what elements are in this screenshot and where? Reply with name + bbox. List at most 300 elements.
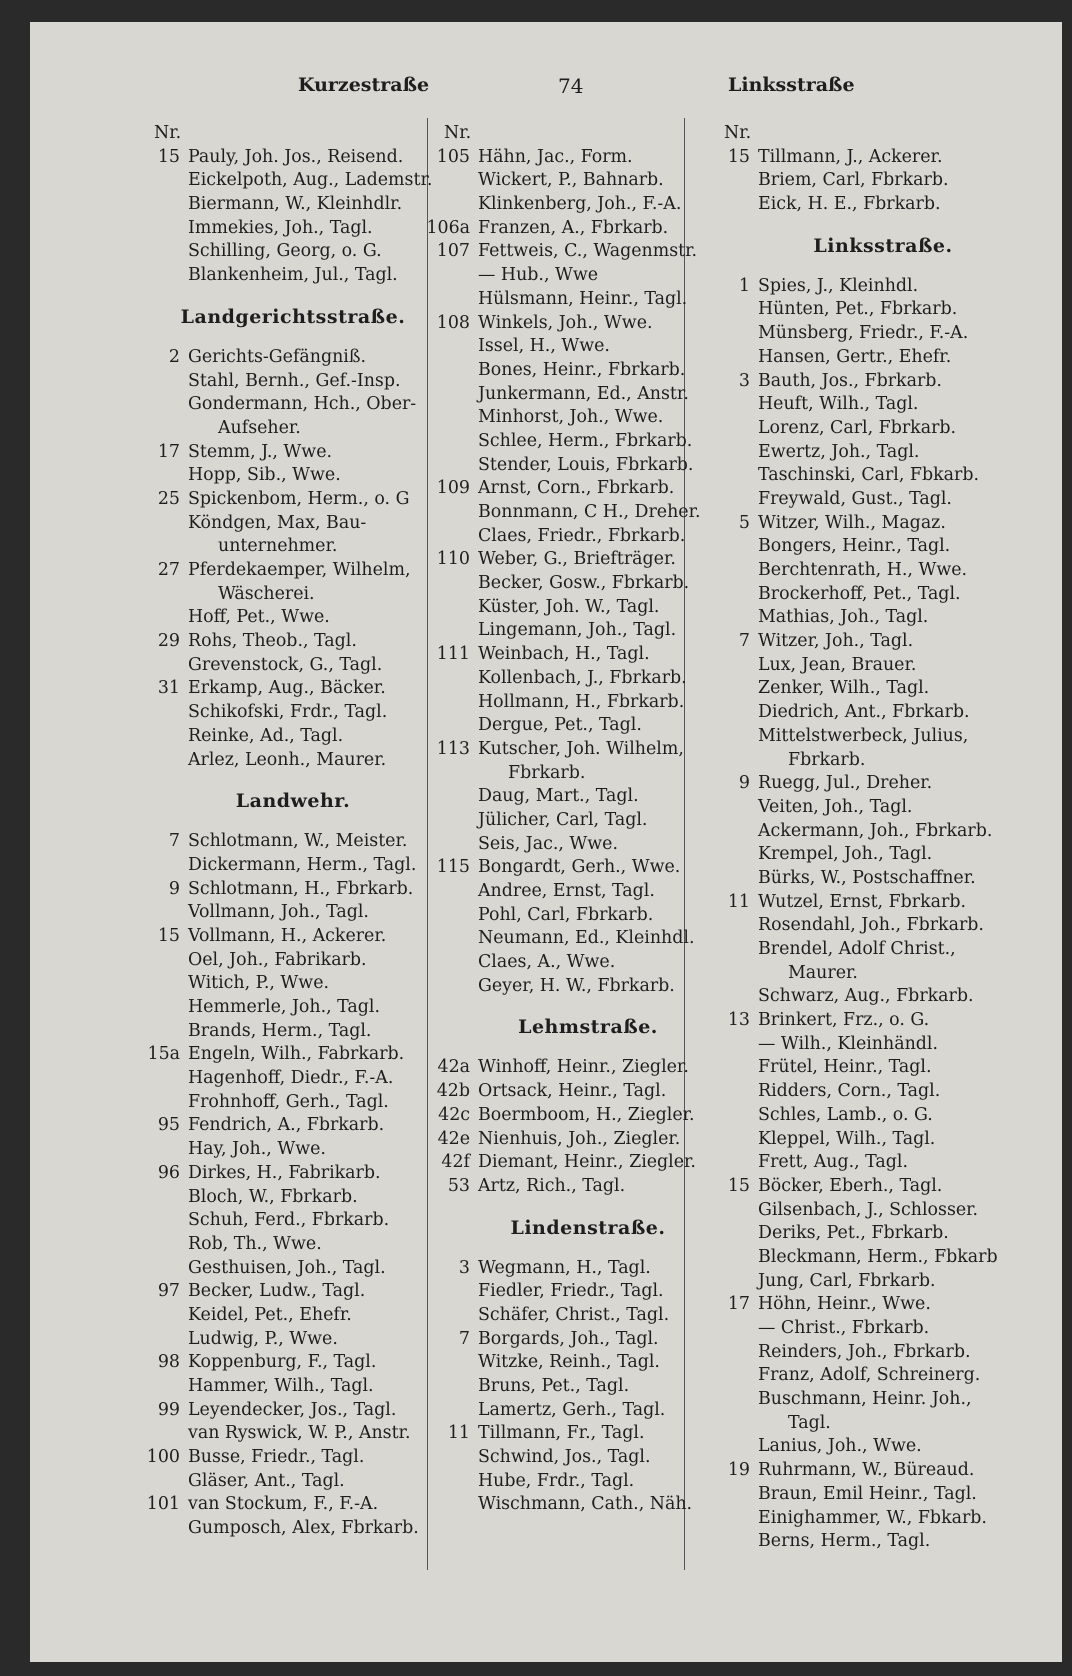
directory-entry xyxy=(688,1199,1048,1223)
directory-entry xyxy=(688,1033,1048,1057)
entry-text: Schlotmann, H., Fbrkarb. xyxy=(188,878,414,899)
entry-text: Hünten, Pet., Fbrkarb. xyxy=(758,299,958,320)
directory-entry xyxy=(118,512,438,536)
entry-text: Frütel, Heinr., Tagl. xyxy=(758,1057,932,1078)
page-number: 74 xyxy=(558,74,584,98)
directory-entry xyxy=(118,193,438,217)
entry-text: Gesthuisen, Joh., Tagl. xyxy=(188,1257,386,1278)
directory-entry xyxy=(688,583,1048,607)
entry-text: Brockerhoff, Pet., Tagl. xyxy=(758,583,961,604)
directory-entry xyxy=(118,701,438,725)
directory-entry xyxy=(118,1446,438,1470)
entry-text: Grevenstock, G., Tagl. xyxy=(188,654,383,675)
house-number: 115 xyxy=(436,857,470,878)
entry-text: Schwarz, Aug., Fbrkarb. xyxy=(758,986,974,1007)
directory-entry xyxy=(688,820,1048,844)
directory-entry xyxy=(118,1186,438,1210)
directory-entry xyxy=(118,606,438,630)
directory-entry xyxy=(118,725,438,749)
entry-text: Geyer, H. W., Fbrkarb. xyxy=(478,975,675,996)
entry-text: unternehmer. xyxy=(218,536,338,557)
entry-text: Frohnhoff, Gerh., Tagl. xyxy=(188,1091,389,1112)
entry-text: Hoff, Pet., Wwe. xyxy=(188,607,330,628)
house-number: 17 xyxy=(157,441,180,462)
entry-text: Wutzel, Ernst, Fbrkarb. xyxy=(758,891,966,912)
directory-entry xyxy=(688,1412,1048,1436)
entry-text: Stender, Louis, Fbrkarb. xyxy=(478,454,694,475)
entry-text: Vollmann, H., Ackerer. xyxy=(188,925,387,946)
entry-text: Bruns, Pet., Tagl. xyxy=(478,1376,630,1396)
directory-entry xyxy=(118,488,438,512)
nr-label: Nr. xyxy=(724,123,752,143)
directory-entry xyxy=(688,1435,1048,1459)
page-header xyxy=(30,74,1062,106)
directory-entry xyxy=(688,1459,1048,1483)
entry-text: Weber, G., Briefträger. xyxy=(478,549,676,570)
entry-text: Wischmann, Cath., Näh. xyxy=(478,1494,693,1515)
directory-entry xyxy=(118,240,438,264)
entry-text: Oel, Joh., Fabrikarb. xyxy=(188,949,367,970)
entry-text: Engeln, Wilh., Fabrkarb. xyxy=(188,1044,405,1065)
house-number: 42c xyxy=(438,1104,470,1125)
entry-text: Hammer, Wilh., Tagl. xyxy=(188,1376,374,1396)
directory-entry xyxy=(118,654,438,678)
house-number: 42a xyxy=(437,1057,470,1078)
entry-text: Gumposch, Alex, Fbrkarb. xyxy=(188,1518,419,1539)
entry-text: Busse, Friedr., Tagl. xyxy=(188,1447,365,1468)
directory-entry xyxy=(118,264,438,288)
entry-text: Pohl, Carl, Fbrkarb. xyxy=(478,904,654,925)
entry-text: Arnst, Corn., Fbrkarb. xyxy=(478,478,675,499)
directory-entry xyxy=(688,1341,1048,1365)
house-number: 109 xyxy=(436,478,470,499)
directory-entry xyxy=(118,1304,438,1328)
entry-text: Deriks, Pet., Fbrkarb. xyxy=(758,1223,949,1244)
running-head-left: Kurzestraße xyxy=(298,74,430,96)
directory-entry xyxy=(688,488,1048,512)
entry-text: Heuft, Wilh., Tagl. xyxy=(758,394,919,415)
house-number: 53 xyxy=(447,1175,470,1196)
directory-entry xyxy=(688,914,1048,938)
street-heading: Lindenstraße. xyxy=(510,1216,666,1239)
entry-text: Diemant, Heinr., Ziegler. xyxy=(478,1152,696,1173)
directory-entry xyxy=(688,370,1048,394)
house-number: 11 xyxy=(447,1423,470,1444)
house-number: 42b xyxy=(436,1081,470,1102)
directory-entry xyxy=(688,193,1048,217)
entry-text: Fettweis, C., Wagenmstr. xyxy=(478,241,698,262)
entry-text: Lux, Jean, Brauer. xyxy=(758,654,917,675)
column-3 xyxy=(688,122,1048,1554)
directory-entry xyxy=(118,1351,438,1375)
house-number: 31 xyxy=(157,678,180,699)
entry-text: Hay, Joh., Wwe. xyxy=(188,1139,326,1160)
directory-entry xyxy=(118,854,438,878)
directory-entry xyxy=(688,962,1048,986)
entry-text: Witzke, Reinh., Tagl. xyxy=(478,1352,660,1373)
entry-text: Becker, Ludw., Tagl. xyxy=(188,1281,366,1302)
directory-entry xyxy=(118,217,438,241)
directory-entry xyxy=(688,512,1048,536)
entry-text: Berchtenrath, H., Wwe. xyxy=(758,560,968,580)
entry-text: Ewertz, Joh., Tagl. xyxy=(758,441,920,462)
entry-text: Ackermann, Joh., Fbrkarb. xyxy=(758,820,993,841)
entry-text: Hube, Frdr., Tagl. xyxy=(478,1470,635,1491)
directory-entry xyxy=(118,1493,438,1517)
entry-text: Claes, A., Wwe. xyxy=(478,952,616,973)
entry-text: Minhorst, Joh., Wwe. xyxy=(478,407,664,428)
house-number: 101 xyxy=(146,1494,180,1515)
directory-entry xyxy=(688,606,1048,630)
entry-text: Borgards, Joh., Tagl. xyxy=(478,1328,659,1349)
house-number: 113 xyxy=(436,738,470,759)
directory-entry xyxy=(118,677,438,701)
entry-text: Buschmann, Heinr. Joh., xyxy=(758,1389,972,1410)
house-number: 95 xyxy=(157,1115,180,1136)
house-number: 15a xyxy=(147,1044,180,1065)
directory-entry xyxy=(118,1422,438,1446)
entry-text: Bonnmann, C H., Dreher. xyxy=(478,502,701,522)
house-number: 98 xyxy=(157,1352,180,1373)
entry-text: Spickenbom, Herm., o. G xyxy=(188,488,410,509)
entry-text: Koppenburg, F., Tagl. xyxy=(188,1352,377,1373)
directory-entry xyxy=(688,1175,1048,1199)
house-number: 100 xyxy=(146,1447,180,1468)
directory-entry xyxy=(118,1233,438,1257)
entry-text: Diedrich, Ant., Fbrkarb. xyxy=(758,702,970,723)
number-column-header xyxy=(118,122,438,146)
entry-text: Reinders, Joh., Fbrkarb. xyxy=(758,1341,971,1362)
directory-entry xyxy=(688,1388,1048,1412)
entry-text: Maurer. xyxy=(788,962,858,983)
house-number: 17 xyxy=(727,1294,750,1315)
directory-entry xyxy=(118,1162,438,1186)
entry-text: Mittelstwerbeck, Julius, xyxy=(758,725,969,746)
house-number: 42f xyxy=(441,1152,470,1173)
house-number: 15 xyxy=(157,925,180,946)
entry-text: Schilling, Georg, o. G. xyxy=(188,241,382,262)
entry-text: Kleppel, Wilh., Tagl. xyxy=(758,1128,936,1149)
entry-text: Nienhuis, Joh., Ziegler. xyxy=(478,1128,681,1149)
number-column-header xyxy=(688,122,1048,146)
entry-text: Taschinski, Carl, Fbkarb. xyxy=(758,465,980,486)
entry-text: Dickermann, Herm., Tagl. xyxy=(188,854,417,875)
directory-entry xyxy=(688,654,1048,678)
house-number: 111 xyxy=(436,644,470,665)
entry-text: Gerichts-Gefängniß. xyxy=(188,346,367,367)
house-number: 107 xyxy=(436,241,470,262)
directory-entry xyxy=(688,1128,1048,1152)
entry-text: Frett, Aug., Tagl. xyxy=(758,1152,909,1173)
entry-text: Schles, Lamb., o. G. xyxy=(758,1104,933,1125)
entry-text: Tillmann, Fr., Tagl. xyxy=(478,1423,645,1444)
entry-text: Kutscher, Joh. Wilhelm, xyxy=(478,738,684,759)
entry-text: Rohs, Theob., Tagl. xyxy=(188,631,357,652)
directory-entry xyxy=(118,464,438,488)
entry-text: Hähn, Jac., Form. xyxy=(478,146,633,167)
house-number: 15 xyxy=(727,146,750,167)
entry-text: Briem, Carl, Fbrkarb. xyxy=(758,170,949,191)
house-number: 27 xyxy=(157,560,180,580)
entry-text: Jülicher, Carl, Tagl. xyxy=(478,809,648,830)
directory-entry xyxy=(688,1293,1048,1317)
entry-text: Ruegg, Jul., Dreher. xyxy=(758,773,933,794)
entry-text: Lingemann, Joh., Tagl. xyxy=(478,620,677,641)
entry-text: Winkels, Joh., Wwe. xyxy=(478,312,653,333)
house-number: 5 xyxy=(738,512,750,533)
directory-entry xyxy=(118,949,438,973)
entry-text: — Wilh., Kleinhändl. xyxy=(758,1033,938,1054)
directory-entry xyxy=(688,346,1048,370)
directory-entry xyxy=(688,725,1048,749)
entry-text: Witzer, Wilh., Magaz. xyxy=(758,512,946,533)
directory-entry xyxy=(118,393,438,417)
directory-entry xyxy=(688,146,1048,170)
house-number: 11 xyxy=(727,891,750,912)
directory-entry xyxy=(118,630,438,654)
house-number: 96 xyxy=(157,1162,180,1183)
entry-text: Hopp, Sib., Wwe. xyxy=(188,465,341,486)
entry-text: Witich, P., Wwe. xyxy=(188,973,330,994)
house-number: 7 xyxy=(738,631,750,652)
entry-text: Böcker, Eberh., Tagl. xyxy=(758,1175,943,1196)
house-number: 97 xyxy=(157,1281,180,1302)
directory-entry xyxy=(118,925,438,949)
entry-text: Witzer, Joh., Tagl. xyxy=(758,631,914,652)
entry-text: Rosendahl, Joh., Fbrkarb. xyxy=(758,915,984,936)
entry-text: Lanius, Joh., Wwe. xyxy=(758,1436,922,1457)
directory-entry xyxy=(688,1222,1048,1246)
entry-text: Winhoff, Heinr., Ziegler. xyxy=(478,1057,689,1078)
entry-text: Bürks, W., Postschaffner. xyxy=(758,867,976,888)
entry-text: Schuh, Ferd., Fbrkarb. xyxy=(188,1210,390,1231)
entry-text: Fbrkarb. xyxy=(788,749,866,770)
directory-entry xyxy=(688,417,1048,441)
directory-entry xyxy=(688,1530,1048,1554)
nr-label: Nr. xyxy=(154,123,182,143)
entry-text: Stemm, J., Wwe. xyxy=(188,441,333,462)
directory-entry xyxy=(688,749,1048,773)
entry-text: Brinkert, Frz., o. G. xyxy=(758,1010,930,1031)
entry-text: Bongers, Heinr., Tagl. xyxy=(758,536,951,557)
entry-text: Spies, J., Kleinhdl. xyxy=(758,275,919,296)
entry-text: Leyendecker, Jos., Tagl. xyxy=(188,1399,397,1420)
entry-text: Blankenheim, Jul., Tagl. xyxy=(188,265,398,286)
directory-entry xyxy=(688,772,1048,796)
street-heading: Lehmstraße. xyxy=(518,1016,658,1039)
entry-text: Ruhrmann, W., Büreaud. xyxy=(758,1460,975,1481)
directory-entry xyxy=(118,1209,438,1233)
directory-entry xyxy=(118,878,438,902)
entry-text: Hansen, Gertr., Ehefr. xyxy=(758,346,952,367)
street-heading: Linksstraße. xyxy=(813,234,953,257)
entry-text: Freywald, Gust., Tagl. xyxy=(758,488,952,509)
directory-entry xyxy=(688,1080,1048,1104)
directory-entry xyxy=(118,370,438,394)
entry-text: Brendel, Adolf Christ., xyxy=(758,939,956,959)
entry-text: Dirkes, H., Fabrikarb. xyxy=(188,1162,381,1183)
entry-text: Bongardt, Gerh., Wwe. xyxy=(478,857,681,878)
entry-text: Schikofski, Frdr., Tagl. xyxy=(188,702,388,723)
entry-text: Bauth, Jos., Fbrkarb. xyxy=(758,370,942,391)
directory-entry xyxy=(118,1043,438,1067)
entry-text: Jung, Carl, Fbrkarb. xyxy=(758,1270,936,1291)
entry-text: Rob, Th., Wwe. xyxy=(188,1233,322,1254)
entry-text: Neumann, Ed., Kleinhdl. xyxy=(478,928,695,949)
entry-text: Bloch, W., Fbrkarb. xyxy=(188,1186,358,1207)
entry-text: Wäscherei. xyxy=(218,583,315,604)
directory-entry xyxy=(688,275,1048,299)
house-number: 106a xyxy=(426,217,470,238)
directory-entry xyxy=(118,1257,438,1281)
entry-text: — Christ., Fbrkarb. xyxy=(758,1318,930,1338)
house-number: 9 xyxy=(168,878,180,899)
directory-entry xyxy=(688,1009,1048,1033)
entry-text: Artz, Rich., Tagl. xyxy=(478,1175,626,1196)
entry-text: van Stockum, F., F.-A. xyxy=(188,1494,379,1515)
house-number: 13 xyxy=(727,1010,750,1031)
house-number: 7 xyxy=(458,1328,470,1349)
directory-entry xyxy=(118,1091,438,1115)
directory-entry xyxy=(688,1104,1048,1128)
directory-entry xyxy=(688,1317,1048,1341)
directory-entry xyxy=(118,535,438,559)
house-number: 15 xyxy=(157,146,180,167)
directory-entry xyxy=(118,1114,438,1138)
directory-entry xyxy=(118,1517,438,1541)
entry-text: Erkamp, Aug., Bäcker. xyxy=(188,678,386,699)
entry-text: Tillmann, J., Ackerer. xyxy=(758,146,943,167)
entry-text: Immekies, Joh., Tagl. xyxy=(188,217,373,238)
entry-text: Weinbach, H., Tagl. xyxy=(478,644,650,665)
directory-entry xyxy=(688,1151,1048,1175)
entry-text: Gilsenbach, J., Schlosser. xyxy=(758,1199,979,1220)
house-number: 110 xyxy=(436,549,470,570)
house-number: 42e xyxy=(437,1128,470,1149)
entry-text: Boermboom, H., Ziegler. xyxy=(478,1104,695,1125)
directory-entry xyxy=(118,146,438,170)
entry-text: Lorenz, Carl, Fbrkarb. xyxy=(758,417,957,438)
entry-text: Ridders, Corn., Tagl. xyxy=(758,1081,941,1102)
entry-text: Pauly, Joh. Jos., Reisend. xyxy=(188,146,404,167)
entry-text: Veiten, Joh., Tagl. xyxy=(758,796,913,817)
directory-entry xyxy=(688,1364,1048,1388)
directory-entry xyxy=(688,1246,1048,1270)
entry-text: Hülsmann, Heinr., Tagl. xyxy=(478,288,688,309)
column-1 xyxy=(118,122,438,1541)
house-number: 3 xyxy=(738,370,750,391)
entry-text: Brands, Herm., Tagl. xyxy=(188,1020,372,1041)
entry-text: Stahl, Bernh., Gef.-Insp. xyxy=(188,370,401,391)
directory-entry xyxy=(688,867,1048,891)
street-heading: Landwehr. xyxy=(235,790,351,813)
house-number: 105 xyxy=(436,146,470,167)
entry-text: Wickert, P., Bahnarb. xyxy=(478,170,664,191)
entry-text: Lamertz, Gerh., Tagl. xyxy=(478,1399,666,1420)
entry-text: Ludwig, P., Wwe. xyxy=(188,1328,338,1349)
house-number: 99 xyxy=(157,1399,180,1420)
entry-text: — Hub., Wwe xyxy=(478,265,599,286)
directory-entry xyxy=(688,393,1048,417)
directory-entry xyxy=(688,891,1048,915)
directory-entry xyxy=(688,535,1048,559)
entry-text: Junkermann, Ed., Anstr. xyxy=(478,383,689,404)
entry-text: Kollenbach, J., Fbrkarb. xyxy=(478,667,687,688)
directory-entry xyxy=(688,1056,1048,1080)
entry-text: Einighammer, W., Fbkarb. xyxy=(758,1507,987,1528)
entry-text: Biermann, W., Kleinhdlr. xyxy=(188,194,403,215)
directory-entry xyxy=(118,830,438,854)
directory-entry xyxy=(118,1280,438,1304)
directory-entry xyxy=(118,441,438,465)
house-number: 3 xyxy=(458,1257,470,1278)
directory-entry xyxy=(688,464,1048,488)
house-number: 2 xyxy=(168,346,180,367)
directory-entry xyxy=(118,417,438,441)
entry-text: Andree, Ernst, Tagl. xyxy=(478,881,655,901)
directory-entry xyxy=(118,1470,438,1494)
entry-text: Pferdekaemper, Wilhelm, xyxy=(188,560,411,580)
entry-text: Köndgen, Max, Bau- xyxy=(188,512,367,533)
directory-entry xyxy=(688,1270,1048,1294)
entry-text: Franz, Adolf, Schreinerg. xyxy=(758,1365,981,1386)
directory-entry xyxy=(688,169,1048,193)
entry-text: Claes, Friedr., Fbrkarb. xyxy=(478,525,686,546)
entry-text: Vollmann, Joh., Tagl. xyxy=(188,902,369,923)
entry-text: Hollmann, H., Fbrkarb. xyxy=(478,691,685,712)
entry-text: Eickelpoth, Aug., Lademstr. xyxy=(188,170,433,191)
entry-text: Krempel, Joh., Tagl. xyxy=(758,844,933,865)
directory-entry xyxy=(688,843,1048,867)
directory-page xyxy=(30,22,1062,1662)
directory-entry xyxy=(118,346,438,370)
directory-entry xyxy=(118,1067,438,1091)
directory-entry xyxy=(688,441,1048,465)
entry-text: Münsberg, Friedr., F.-A. xyxy=(758,323,969,344)
entry-text: Berns, Herm., Tagl. xyxy=(758,1531,931,1552)
entry-text: Keidel, Pet., Ehefr. xyxy=(188,1304,352,1325)
directory-entry xyxy=(118,559,438,583)
entry-text: Bleckmann, Herm., Fbkarb xyxy=(758,1246,998,1267)
directory-entry xyxy=(118,1375,438,1399)
entry-text: Braun, Emil Heinr., Tagl. xyxy=(758,1483,977,1504)
directory-entry xyxy=(688,322,1048,346)
entry-text: Schwind, Jos., Tagl. xyxy=(478,1447,651,1468)
directory-entry xyxy=(118,1138,438,1162)
directory-entry xyxy=(118,901,438,925)
entry-text: Becker, Gosw., Fbrkarb. xyxy=(478,573,690,594)
house-number: 1 xyxy=(738,275,750,296)
house-number: 19 xyxy=(727,1460,750,1481)
entry-text: Gondermann, Hch., Ober- xyxy=(188,394,417,415)
entry-text: Schäfer, Christ., Tagl. xyxy=(478,1304,670,1325)
street-heading: Landgerichtsstraße. xyxy=(180,305,406,328)
running-head-right: Linksstraße xyxy=(728,74,855,96)
directory-entry xyxy=(688,1507,1048,1531)
entry-text: Mathias, Joh., Tagl. xyxy=(758,607,929,628)
entry-text: Tagl. xyxy=(788,1412,831,1433)
entry-text: Bones, Heinr., Fbrkarb. xyxy=(478,359,686,380)
house-number: 29 xyxy=(157,631,180,652)
entry-text: Höhn, Heinr., Wwe. xyxy=(758,1294,931,1315)
directory-entry xyxy=(688,938,1048,962)
house-number: 9 xyxy=(738,773,750,794)
directory-entry xyxy=(118,1399,438,1423)
directory-entry xyxy=(688,677,1048,701)
directory-entry xyxy=(688,796,1048,820)
directory-entry xyxy=(118,749,438,773)
entry-text: Seis, Jac., Wwe. xyxy=(478,833,618,854)
